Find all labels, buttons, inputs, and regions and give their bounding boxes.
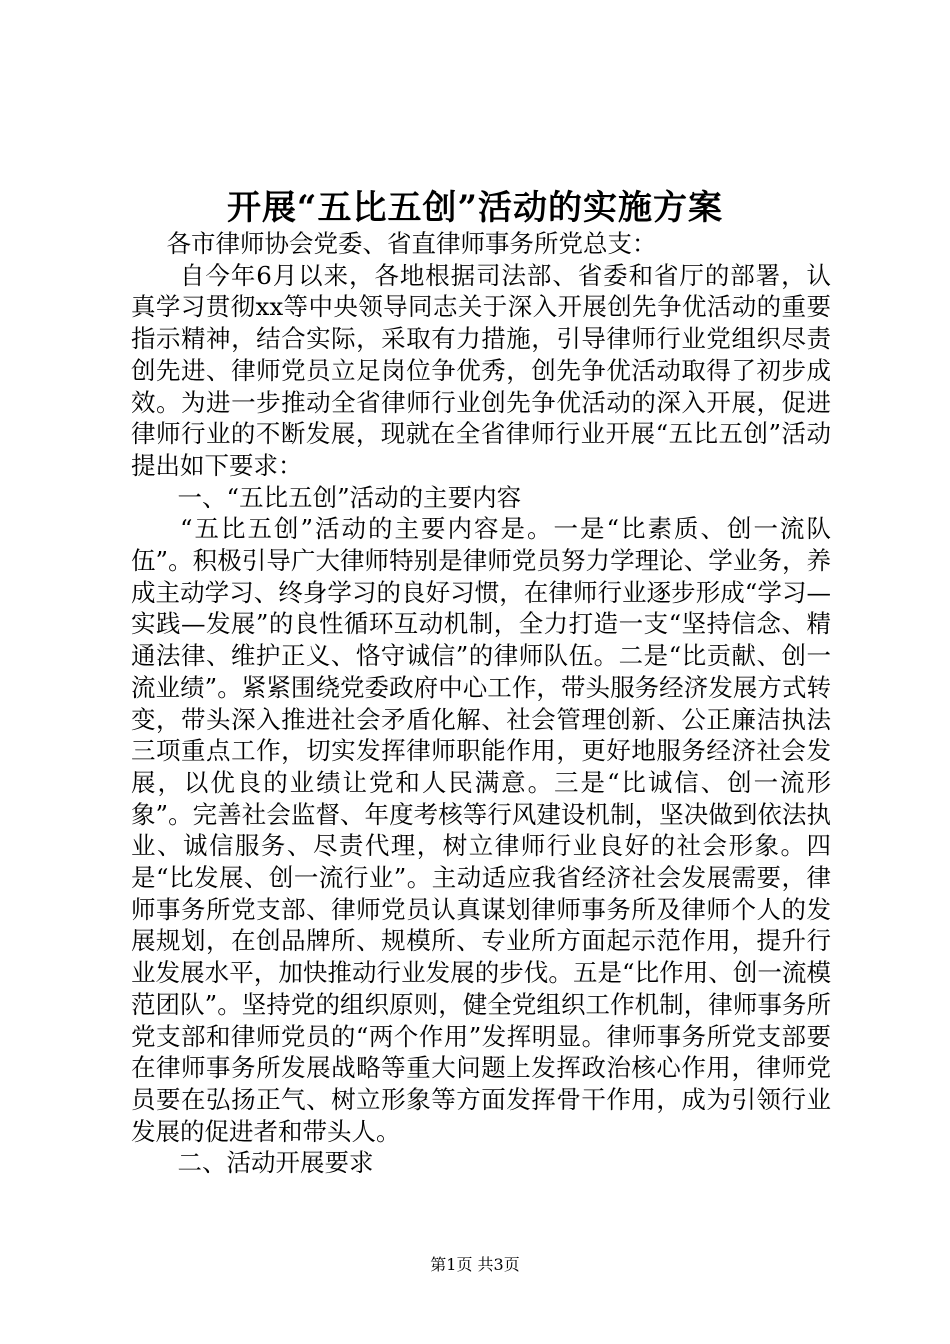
document-title: 开展“五比五创”活动的实施方案 <box>226 188 724 228</box>
page-footer: 第1页 共3页 <box>430 1255 520 1274</box>
document-body <box>131 228 831 1179</box>
section-heading-1: 一、“五比五创”活动的主要内容 <box>177 482 522 512</box>
section-heading-2: 二、活动开展要求 <box>177 1148 374 1178</box>
salutation: 各市律师协会党委、省直律师事务所党总支： <box>166 229 657 258</box>
section-paragraph-1: “五比五创”活动的主要内容是。一是“比素质、创一流队伍”。积极引导广大律师特别是律师党员努力学理论、学业务，养成主动学习、终身学习的良好习惯，在律师行业逐步形成“学习—实践—发展”的良性循环互动机制，全力打造一支“坚持信念、精通法律、维护正义、恪守诚信”的律师队伍。二是“比贡献、创一流业绩”。紧紧围绕党委政府中心工作，带头服务经济发展方式转变，带头深入推进社会矛盾化解、社会管理创新、公正廉洁执法三项重点工作，切实发挥律师职能作用，更好地服务经济社会发展，以优良的业绩让党和人民满意。三是“比诚信、创一流形象”。完善社会监督、年度考核等行风建设机制，坚决做到依法执业、诚信服务、尽责代理，树立律师行业良好的社会形象。四是“比发展、创一流行业”。主动适应我省经济社会发展需要，律师事务所党支部、律师党员认真谋划律师事务所及律师个人的发展规划，在创品牌所、规模所、专业所方面起示范作用，提升行业发展水平，加快推动行业发展的步伐。五是“比作用、创一流模范团队”。坚持党的组织原则，健全党组织工作机制，律师事务所党支部和律师党员的“两个作用”发挥明显。律师事务所党支部要在律师事务所发展战略等重大问题上发挥政治核心作用，律师党员要在弘扬正气、树立形象等方面发挥骨干作用，成为引领行业发展的促进者和带头人。 <box>131 514 831 1146</box>
intro-paragraph: 自今年6月以来，各地根据司法部、省委和省厅的部署，认真学习贯彻xx等中央领导同志关于深入开展创先争优活动的重要指示精神，结合实际，采取有力措施，引导律师行业党组织尽责创先进、律师党员立足岗位争优秀，创先争优活动取得了初步成效。为进一步推动全省律师行业创先争优活动的深入开展，促进律师行业的不断发展，现就在全省律师行业开展“五比五创”活动提出如下要求： <box>131 260 831 480</box>
